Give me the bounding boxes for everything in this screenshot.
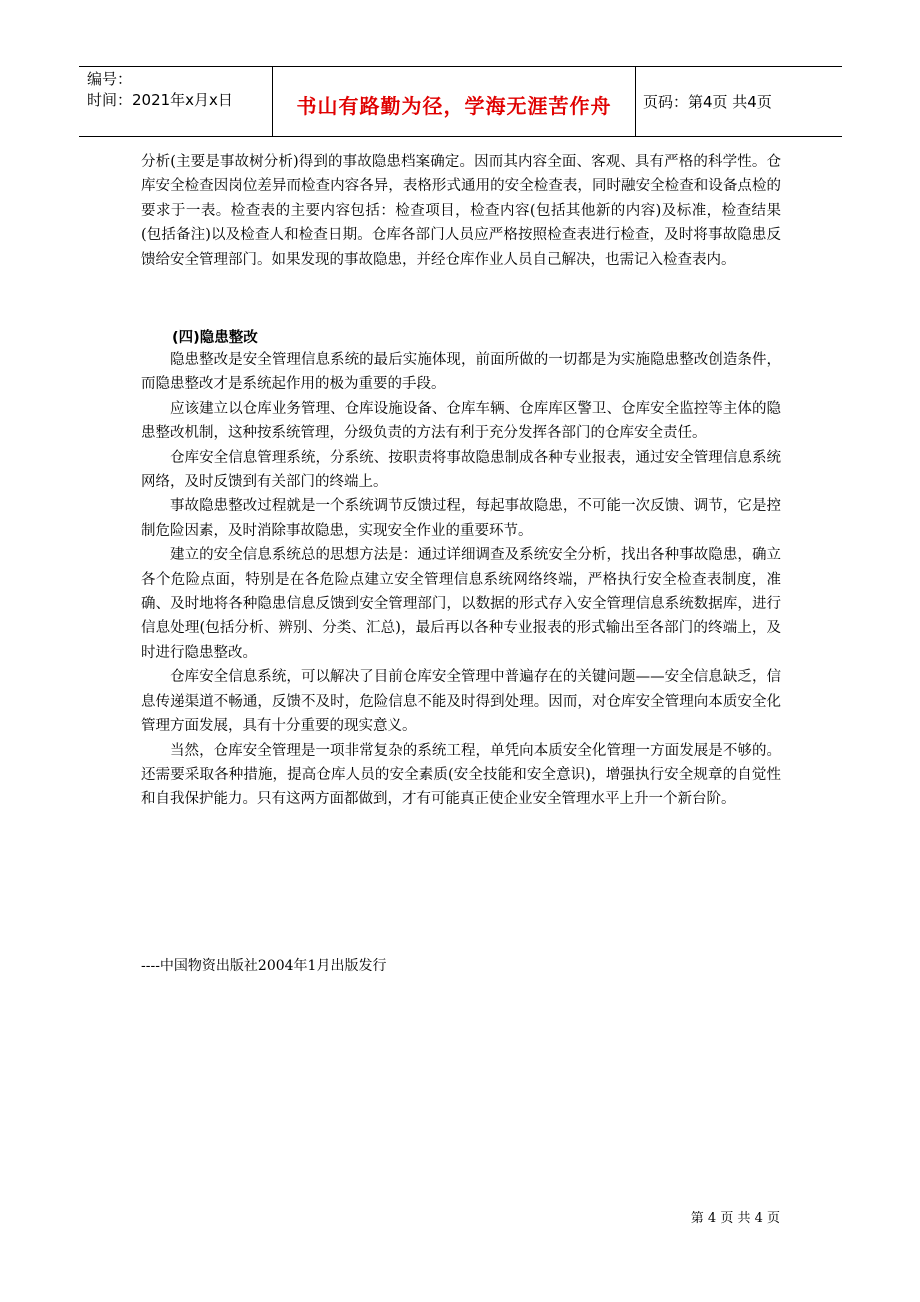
body-paragraph: 隐患整改是安全管理信息系统的最后实施体现，前面所做的一切都是为实施隐患整改创造条件，而隐患整改才是系统起作用的极为重要的手段。 xyxy=(141,352,781,393)
header-right-cell xyxy=(635,67,842,136)
serial-number-label: 编号： xyxy=(87,70,133,88)
section-heading: (四)隐患整改 xyxy=(172,330,258,346)
intro-block xyxy=(141,150,781,272)
body-paragraph: 仓库安全信息系统，可以解决了目前仓库安全管理中普遍存在的关键问题——安全信息缺乏，信息传递渠道不畅通，反馈不及时，危险信息不能及时得到处理。因而，对仓库安全管理向本质安全化管理方面发展，具有十分重要的现实意义。 xyxy=(141,669,781,735)
page-header xyxy=(79,66,842,137)
header-motto-cell xyxy=(272,67,636,136)
header-left-cell xyxy=(79,67,272,136)
motto-text: 书山有路勤为径，学海无涯苦作舟 xyxy=(296,94,612,118)
body-paragraph: 建立的安全信息系统总的思想方法是：通过详细调查及系统安全分析，找出各种事故隐患，确立各个危险点面，特别是在各危险点建立安全管理信息系统网络终端，严格执行安全检查表制度，准确、及时地将各种隐患信息反馈到安全管理部门，以数据的形式存入安全管理信息系统数据库，进行信息处理(包括分析、辨别、分类、汇总)，最后再以各种专业报表的形式输出至各部门的终端上，及时进行隐患整改。 xyxy=(141,547,781,661)
intro-paragraph: 分析(主要是事故树分析)得到的事故隐患档案确定。因而其内容全面、客观、具有严格的科学性。仓库安全检查因岗位差异而检查内容各异，表格形式通用的安全检查表，同时融安全检查和设备点检的要求于一表。检查表的主要内容包括：检查项目，检查内容(包括其他新的内容)及标准，检查结果(包括备注)以及检查人和检查日期。仓库各部门人员应严格按照检查表进行检查，及时将事故隐患反馈给安全管理部门。如果发现的事故隐患，并经仓库作业人员自己解决，也需记入检查表内。 xyxy=(141,154,781,268)
body-paragraph: 仓库安全信息管理系统，分系统、按职责将事故隐患制成各种专业报表，通过安全管理信息系统网络，及时反馈到有关部门的终端上。 xyxy=(141,449,781,491)
date-label: 时间：2021年x月x日 xyxy=(87,91,233,109)
body-paragraph: 当然，仓库安全管理是一项非常复杂的系统工程，单凭向本质安全化管理一方面发展是不够的。还需要采取各种措施，提高仓库人员的安全素质(安全技能和安全意识)，增强执行安全规章的自觉性和自我保护能力。只有这两方面都做到，才有可能真正使企业安全管理水平上升一个新台阶。 xyxy=(141,742,781,808)
publication-source: ----中国物资出版社2004年1月出版发行 xyxy=(141,958,387,974)
header-page-number: 页码：第4页 共4页 xyxy=(643,93,772,111)
section-body xyxy=(141,348,781,812)
body-paragraph: 应该建立以仓库业务管理、仓库设施设备、仓库车辆、仓库库区警卫、仓库安全监控等主体的隐患整改机制，这种按系统管理，分级负责的方法有利于充分发挥各部门的仓库安全责任。 xyxy=(141,400,781,442)
body-paragraph: 事故隐患整改过程就是一个系统调节反馈过程，每起事故隐患，不可能一次反馈、调节，它是控制危险因素，及时消除事故隐患，实现安全作业的重要环节。 xyxy=(141,498,781,539)
footer-page-number: 第 4 页 共 4 页 xyxy=(690,1211,780,1226)
